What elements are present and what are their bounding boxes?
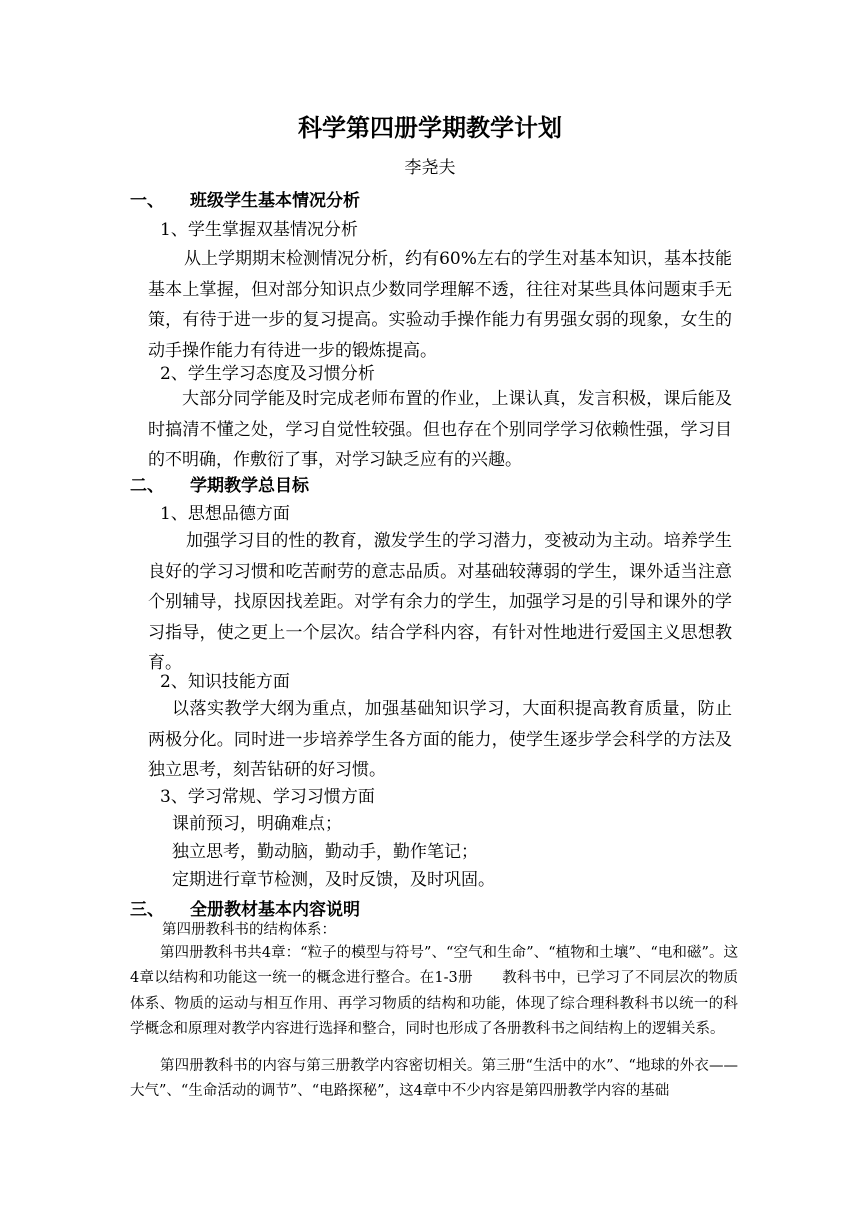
section-1-paragraph-1: 从上学期期末检测情况分析，约有60%左右的学生对基本知识，基本技能基本上掌握，但对部分知识点少数同学理解不透，往往对某些具体问题束手无策，有待于进一步的复习提高。实验动手操作能力有男强女弱的现象，女生的动手操作能力有待进一步的锻炼提高。 — [148, 249, 732, 361]
section-3-paragraph-1: 第四册教科书共4章：“粒子的模型与符号”、“空气和生命”、“植物和土壤”、“电和磁”。这4章以结构和功能这一统一的概念进行整合。在1-3册 教科书中，已学习了不同层次的物质体系、物质的运动与相互作用、再学习物质的结构和功能，体现了综合理科教科书以统一的科学概念和原理对教学内容进行选择和整合，同时也形成了各册教科书之间结构上的逻辑关系。 — [130, 945, 738, 1037]
section-1-paragraph-2: 大部分同学能及时完成老师布置的作业，上课认真，发言积极，课后能及时搞清不懂之处，学习自觉性较强。但也存在个别同学学习依赖性强，学习目的不明确，作敷衍了事，对学习缺乏应有的兴趣。 — [148, 389, 732, 470]
list-item: 课前预习，明确难点； — [172, 814, 342, 834]
list-item: 独立思考，勤动脑，勤动手，勤作笔记； — [172, 842, 478, 862]
section-2-number: 二、 — [130, 476, 164, 496]
section-1-heading — [130, 189, 360, 213]
document-author: 李尧夫 — [404, 158, 456, 178]
section-1-number: 一、 — [130, 191, 164, 211]
document-title: 科学第四册学期教学计划 — [298, 113, 562, 142]
section-1-sub-2: 2、学生学习态度及习惯分析 — [160, 364, 375, 384]
section-2-paragraph-1: 加强学习目的性的教育，激发学生的学习潜力，变被动为主动。培养学生良好的学习习惯和吃苦耐劳的意志品质。对基础较薄弱的学生，课外适当注意个别辅导，找原因找差距。对学有余力的学生，加强学习是的引导和课外的学习指导，使之更上一个层次。结合学科内容，有针对性地进行爱国主义思想教育。 — [148, 531, 732, 673]
section-3-title: 全册教材基本内容说明 — [190, 900, 360, 920]
section-3-sub-1: 第四册教科书的结构体系： — [162, 922, 336, 938]
section-2-sub-1: 1、思想品德方面 — [160, 504, 290, 524]
section-2-sub-3: 3、学习常规、学习习惯方面 — [160, 787, 375, 807]
section-2-paragraph-2: 以落实教学大纲为重点，加强基础知识学习，大面积提高教育质量，防止两极分化。同时进一步培养学生各方面的能力，使学生逐步学会科学的方法及独立思考，刻苦钻研的好习惯。 — [148, 699, 732, 780]
section-1-sub-1: 1、学生掌握双基情况分析 — [160, 220, 358, 240]
section-3-paragraph-2: 第四册教科书的内容与第三册教学内容密切相关。第三册“生活中的水”、“地球的外衣——大气”、“生命活动的调节”、“电路探秘”，这4章中不少内容是第四册教学内容的基础 — [130, 1058, 738, 1100]
section-3-number: 三、 — [130, 900, 164, 920]
section-2-heading — [130, 474, 309, 498]
list-item: 定期进行章节检测，及时反馈，及时巩固。 — [172, 870, 495, 890]
section-1-title: 班级学生基本情况分析 — [190, 191, 360, 211]
section-2-sub-2: 2、知识技能方面 — [160, 672, 290, 692]
section-2-title: 学期教学总目标 — [190, 476, 309, 496]
section-3-heading — [130, 898, 360, 922]
